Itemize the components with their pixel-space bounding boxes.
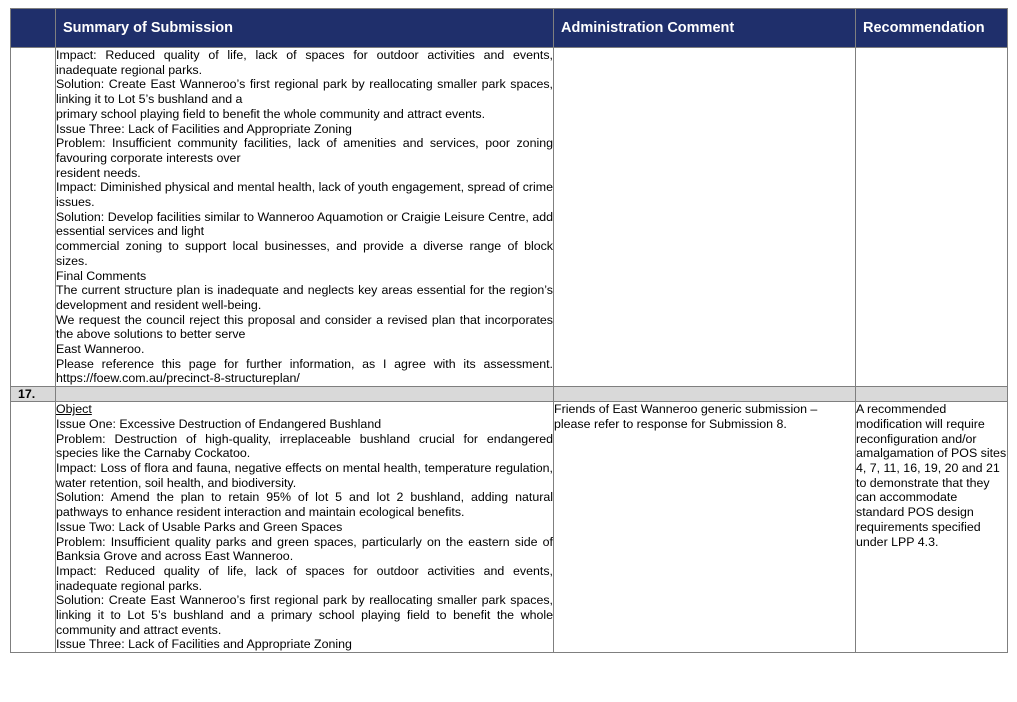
header-summary: Summary of Submission xyxy=(56,9,554,48)
summary-line: Please reference this page for further information, as I agree with its assessment. https://foew.com.au/precinct-8-structureplan/ xyxy=(56,356,553,386)
summary-line: Solution: Create East Wanneroo’s first regional park by reallocating smaller park spaces, linking it to Lot 5’s bushland and a xyxy=(56,77,553,107)
continued-admin-cell xyxy=(554,48,856,387)
summary-line: Issue Two: Lack of Usable Parks and Green Spaces xyxy=(56,519,343,534)
summary-line: commercial zoning to support local businesses, and provide a diverse range of block sizes. xyxy=(56,239,553,268)
header-recommendation: Recommendation xyxy=(856,9,1008,48)
submission-17-number-cell xyxy=(11,402,56,653)
summary-line: Final Comments xyxy=(56,268,147,283)
summary-line: Problem: Insufficient quality parks and green spaces, particularly on the eastern side of Banksia Grove and across East Wanneroo. xyxy=(56,534,553,564)
submission-17-recommendation: A recommended modification will require reconfiguration and/or amalgamation of POS sites 4, 7, 11, 16, 19, 20 and 21 to demonstrate that they can accommodate standard POS design requirements specified under LPP 4.3. xyxy=(856,402,1008,653)
continued-number-cell xyxy=(11,48,56,387)
summary-line: Impact: Reduced quality of life, lack of spaces for outdoor activities and events, inadequate regional parks. xyxy=(56,563,553,593)
continued-summary-cell xyxy=(56,48,554,387)
summary-line: Problem: Destruction of high-quality, irreplaceable bushland crucial for endangered species like the Carnaby Cockatoo. xyxy=(56,431,553,461)
summary-line: Solution: Develop facilities similar to Wanneroo Aquamotion or Craigie Leisure Centre, add essential services and light xyxy=(56,209,553,239)
table-header-row xyxy=(11,9,1008,48)
header-number xyxy=(11,9,56,48)
continued-recommendation-cell xyxy=(856,48,1008,387)
submission-17-summary-cell xyxy=(56,402,554,653)
table-row-continued xyxy=(11,48,1008,387)
summary-line: The current structure plan is inadequate and neglects key areas essential for the region’s development and resident well-being. xyxy=(56,283,553,312)
table-row-submission-17 xyxy=(11,402,1008,653)
summary-line: Problem: Insufficient community facilities, lack of amenities and services, poor zoning favouring corporate interests over xyxy=(56,136,553,165)
number-row-spacer xyxy=(554,387,856,402)
summary-line: resident needs. xyxy=(56,165,141,180)
summary-line: Issue Three: Lack of Facilities and Appropriate Zoning xyxy=(56,121,352,136)
summary-line: Solution: Amend the plan to retain 95% of lot 5 and lot 2 bushland, adding natural pathways to enhance resident interaction and maintain ecological benefits. xyxy=(56,490,553,520)
summary-line: Impact: Loss of flora and fauna, negative effects on mental health, temperature regulation, water retention, soil health, and biodiversity. xyxy=(56,460,553,490)
summary-line: Impact: Reduced quality of life, lack of spaces for outdoor activities and events, inadequate regional parks. xyxy=(56,48,553,77)
summary-line: Impact: Diminished physical and mental health, lack of youth engagement, spread of crime issues. xyxy=(56,180,553,210)
submission-number-row xyxy=(11,387,1008,402)
submission-number: 17. xyxy=(11,387,56,402)
header-admin-comment: Administration Comment xyxy=(554,9,856,48)
submission-17-admin-comment: Friends of East Wanneroo generic submission – please refer to response for Submission 8. xyxy=(554,402,856,653)
summary-line: Issue One: Excessive Destruction of Endangered Bushland xyxy=(56,416,382,431)
summary-line: We request the council reject this proposal and consider a revised plan that incorporates the above solutions to better serve xyxy=(56,312,553,342)
number-row-spacer xyxy=(56,387,554,402)
number-row-spacer xyxy=(856,387,1008,402)
summary-line: East Wanneroo. xyxy=(56,342,145,357)
submissions-table xyxy=(10,8,1008,653)
object-label: Object xyxy=(56,402,92,417)
summary-line: primary school playing field to benefit the whole community and attract events. xyxy=(56,106,486,121)
summary-line: Solution: Create East Wanneroo’s first regional park by reallocating smaller park spaces, linking it to Lot 5’s bushland and a primary school playing field to benefit the whole community and attract events. xyxy=(56,593,553,637)
summary-line: Issue Three: Lack of Facilities and Appropriate Zoning xyxy=(56,637,352,652)
